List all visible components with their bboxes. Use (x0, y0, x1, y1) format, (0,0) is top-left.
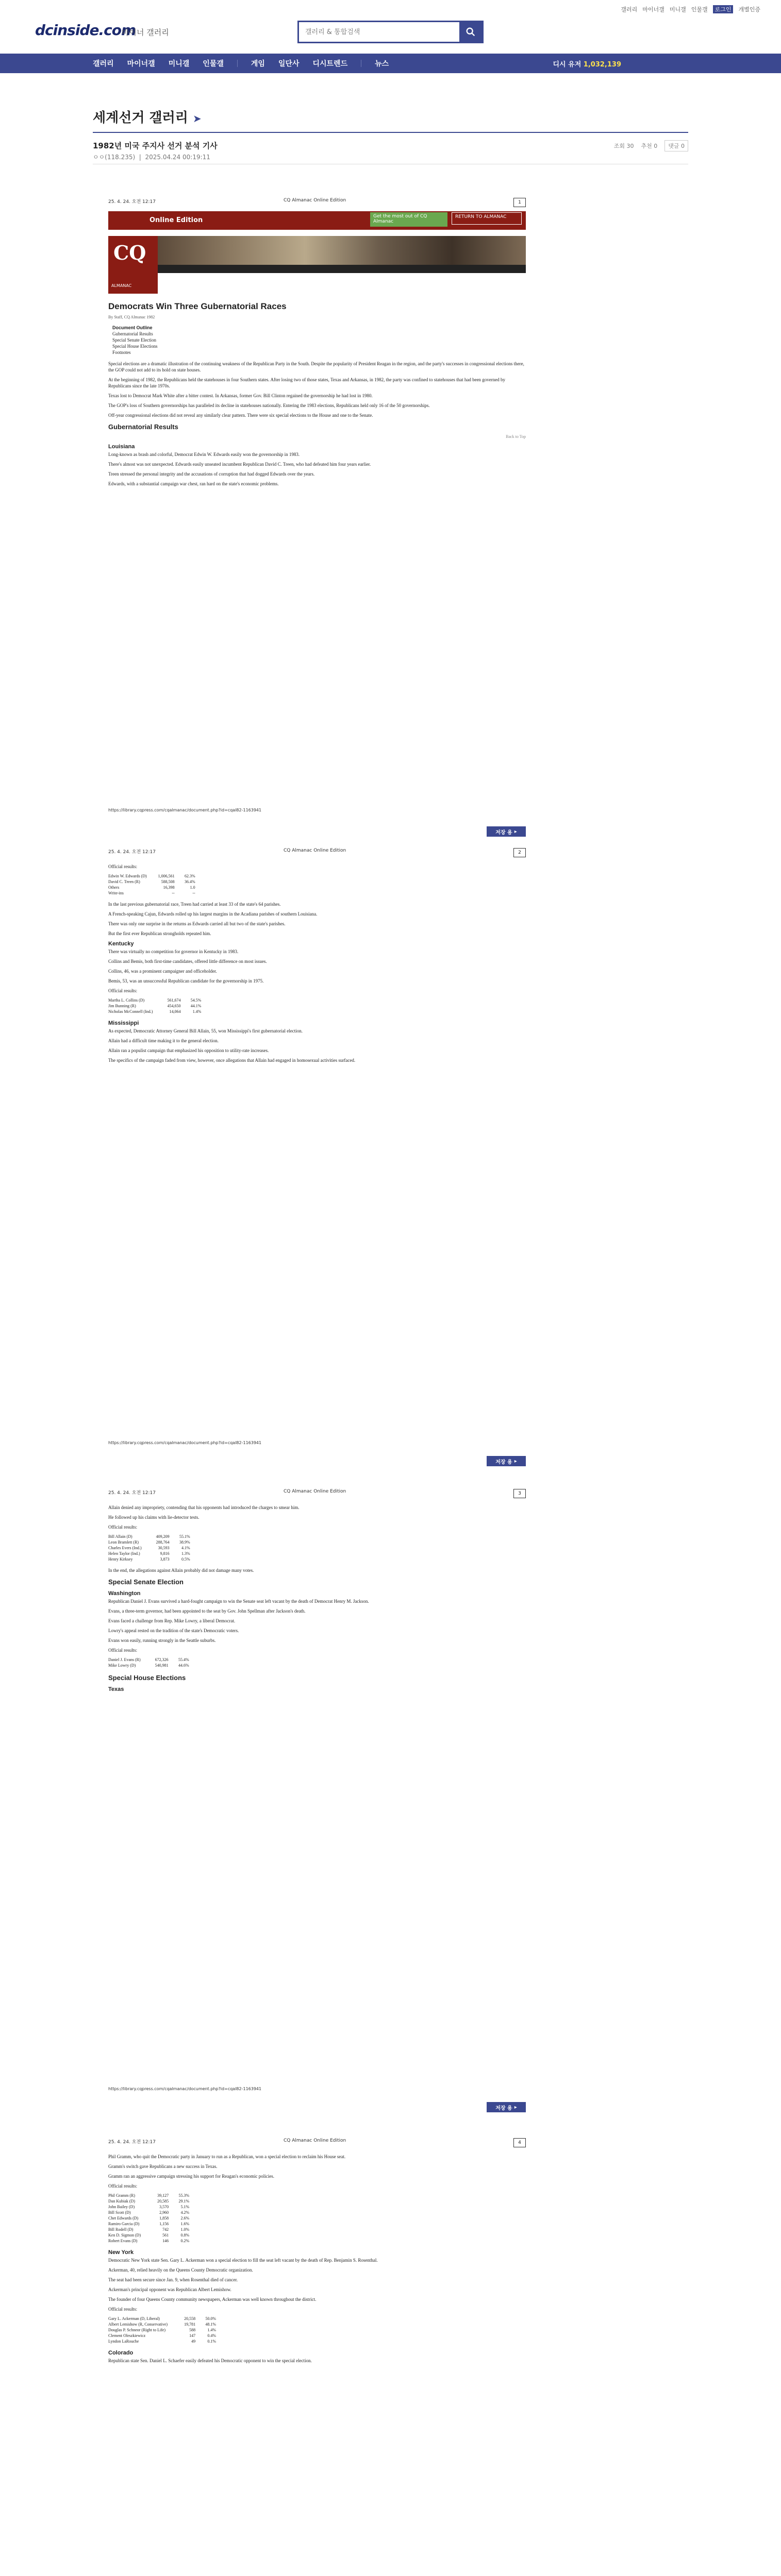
online-edition-label: Online Edition (149, 216, 203, 224)
nav-game[interactable]: 게임 (251, 60, 265, 68)
candidate-name: Charles Evers (Ind.) (108, 1546, 142, 1550)
util-link-person[interactable]: 인물갤 (691, 6, 708, 13)
paragraph: Republican Daniel J. Evans survived a hard-fought campaign to win the Senate seat left vacant by the death of Democrat Henry M. Jackson. (108, 1599, 369, 1604)
vote-count: 20,558 (184, 2316, 196, 2321)
candidate-name: Phil Gramm (R) (108, 2193, 135, 2198)
vote-count: 540,981 (155, 1663, 169, 1668)
page-url: https://library.cqpress.com/cqalmanac/document.php?id=cqal82-1163941 (108, 808, 262, 812)
user-count-label: 디시 유저 (553, 61, 581, 69)
page-url: https://library.cqpress.com/cqalmanac/document.php?id=cqal82-1163941 (108, 2087, 262, 2091)
table-row (108, 2316, 220, 2321)
paragraph: Treen stressed the personal integrity and the accusations of corruption that had dogged Edwards over the years. (108, 471, 315, 477)
table-row (108, 1539, 194, 1545)
paragraph: But the first ever Republican strongholds repeated him. (108, 931, 211, 936)
page-url: https://library.cqpress.com/cqalmanac/document.php?id=cqal82-1163941 (108, 1440, 262, 1445)
vote-count: 1,156 (159, 2222, 169, 2226)
table-row (108, 2327, 220, 2333)
outline-item[interactable]: Special House Elections (112, 344, 158, 349)
candidate-name: David C. Treen (R) (108, 879, 140, 884)
vote-pct: 0.8% (180, 2233, 190, 2238)
candidate-name: Others (108, 885, 120, 890)
login-link[interactable]: 로그인 (713, 5, 734, 13)
paragraph: There was virtually no competition for governor in Kentucky in 1983. (108, 949, 239, 954)
vote-pct: 1.0 (190, 885, 195, 890)
page-stamp: 25. 4. 24. 오전 12:17 (108, 850, 156, 855)
results-table (108, 2193, 193, 2244)
page-number: 3 (513, 1489, 526, 1498)
candidate-name: Edwin W. Edwards (D) (108, 874, 147, 878)
results-table (108, 1657, 193, 1668)
cq-logo (108, 236, 158, 294)
table-row (108, 2321, 220, 2327)
vote-pct: 1.0% (180, 2227, 190, 2232)
results-heading: Official results: (108, 864, 138, 869)
candidate-name: Albert Lemishow (R, Conservative) (108, 2322, 168, 2327)
paragraph: At the beginning of 1982, the Republicans held the statehouses in four Southern states. After losing two of those states, Texas and Arkansas, in 1982, the party was confined to statehouses that had been governed by Republicans since the late 1970s. (108, 377, 506, 388)
paragraph: Lowry's appeal rested on the tradition of the state's Democratic voters. (108, 1628, 239, 1633)
vote-pct: -- (192, 891, 195, 895)
table-row (108, 2210, 193, 2215)
table-row (108, 1009, 205, 1014)
outline-item[interactable]: Gubernatorial Results (112, 331, 153, 336)
page-number: 4 (513, 2138, 526, 2147)
vote-count: 3,873 (160, 1557, 170, 1562)
page-source: CQ Almanac Online Edition (284, 1489, 346, 1494)
vote-pct: 55.4% (178, 1657, 189, 1662)
vote-pct: 29.1% (178, 2199, 190, 2204)
paragraph: The specifics of the campaign faded from view, however, once allegations that Allain had engaged in homosexual activities surfaced. (108, 1058, 356, 1063)
state-heading: Texas (108, 1686, 124, 1692)
search-box (297, 21, 484, 43)
nav-trend[interactable]: 디시트렌드 (312, 60, 348, 68)
paragraph: Collins, 46, was a prominent campaigner and officeholder. (108, 969, 217, 974)
results-table (108, 2316, 220, 2344)
candidate-name: Lyndon LaRouche (108, 2339, 139, 2344)
candidate-name: Jim Bunning (R) (108, 1004, 136, 1008)
paragraph: The founder of four Queens County community newspapers, Ackerman was well known throughout the district. (108, 2297, 317, 2302)
article-title: Democrats Win Three Gubernatorial Races (108, 301, 287, 311)
paragraph: Special elections are a dramatic illustration of the continuing weakness of the Republican Party in the South. Despite the popularity of President Reagan in the region, and the party's successes in congressional elections there, the GOP could not add to its hold on state houses. (108, 361, 524, 372)
paragraph: Evans won easily, running strongly in the Seattle suburbs. (108, 1638, 216, 1643)
comments-count[interactable]: 댓글 0 (664, 140, 688, 151)
page-number: 2 (513, 848, 526, 857)
table-row (108, 2333, 220, 2338)
article-body (108, 863, 526, 1067)
vote-count: 561 (162, 2233, 169, 2238)
section-heading: Special House Elections (108, 1674, 186, 1682)
main-nav (0, 54, 781, 73)
outline-item[interactable]: Special Senate Election (112, 337, 156, 343)
vote-count: 146 (162, 2239, 169, 2243)
nav-person[interactable]: 인물갤 (203, 60, 224, 68)
page-source: CQ Almanac Online Edition (284, 848, 346, 853)
document-page (108, 198, 526, 847)
site-logo[interactable]: dcinside.com (35, 22, 136, 39)
results-heading: Official results: (108, 1524, 138, 1530)
vote-pct: 50.0% (205, 2316, 217, 2321)
candidate-name: Bill Allain (D) (108, 1534, 132, 1539)
vote-count: 30,593 (158, 1546, 170, 1550)
vote-count: 588,508 (161, 879, 175, 884)
vote-pct: 44.1% (190, 1004, 202, 1008)
table-row (108, 2232, 193, 2238)
vote-count: 588 (189, 2328, 196, 2332)
vote-count: 561,674 (167, 998, 181, 1003)
paragraph: Evans faced a challenge from Rep. Mike Lowry, a liberal Democrat. (108, 1618, 236, 1623)
table-row (108, 1534, 194, 1539)
util-link-gallery[interactable]: 갤러리 (621, 6, 638, 13)
document-page (108, 848, 526, 1477)
candidate-name: Gary L. Ackerman (D, Liberal) (108, 2316, 160, 2321)
paragraph: Gramm ran an aggressive campaign stressing his support for Reagan's economic policies. (108, 2174, 275, 2179)
table-row (108, 1663, 193, 1668)
paragraph: Allain denied any impropriety, contending that his opponents had introduced the charges to smear him. (108, 1505, 300, 1510)
page-stamp: 25. 4. 24. 오전 12:17 (108, 2140, 156, 2145)
user-count (553, 59, 622, 69)
paragraph: Republican state Sen. Daniel L. Schaefer easily defeated his Democratic opponent to win the special election. (108, 2358, 312, 2363)
site-header (0, 0, 781, 54)
paragraph: Gramm's switch gave Republicans a new success in Texas. (108, 2164, 218, 2169)
vote-count: 1,006,561 (158, 874, 175, 878)
state-heading: Mississippi (108, 1020, 139, 1026)
promo-box[interactable]: Get the most out of CQ Almanac (370, 212, 447, 227)
vote-pct: 44.6% (178, 1663, 189, 1668)
paragraph: As expected, Democratic Attorney General Bill Allain, 55, won Mississippi's first gubernatorial election. (108, 1028, 303, 1033)
vote-count: 16,398 (163, 885, 175, 890)
table-row (108, 1551, 194, 1556)
state-heading: New York (108, 2249, 134, 2256)
vote-count: 19,781 (184, 2322, 196, 2327)
user-count-value: 1,032,139 (583, 61, 621, 69)
rec-count: 추천 0 (641, 143, 658, 149)
post-title: 1982년 미국 주지사 선거 분석 기사 (93, 141, 218, 150)
candidate-name: John Bailey (D) (108, 2205, 135, 2209)
table-row (108, 1657, 193, 1663)
table-row (108, 2198, 193, 2204)
vote-count: 3,570 (159, 2205, 169, 2209)
document-page (108, 2138, 526, 2576)
post-meta: ㅇㅇ(118.235) | 2025.04.24 00:19:11 (93, 154, 210, 161)
outline-heading: Document Outline (112, 325, 153, 330)
paragraph: Off-year congressional elections did not reveal any similarly clear pattern. There were six special elections to the House and one to the Senate. (108, 413, 373, 418)
save-button[interactable] (487, 826, 526, 837)
chevron-right-icon: ▸ (514, 2104, 517, 2110)
post-tools (614, 140, 688, 151)
vote-pct: 5.1% (180, 2205, 190, 2209)
results-heading: Official results: (108, 2183, 138, 2189)
paragraph: In the last previous gubernatorial race, Treen had carried at least 33 of the state's 64 parishes. (108, 902, 281, 907)
vote-pct: 36.4% (184, 879, 195, 884)
state-heading: Kentucky (108, 941, 134, 947)
paragraph: Bemis, 53, was an unsuccessful Republican candidate for the governorship in 1975. (108, 978, 264, 984)
table-row (108, 2204, 193, 2210)
post-author[interactable]: ㅇㅇ(118.235) (93, 154, 136, 161)
site-logo-sub: 마이너 갤러리 (122, 28, 169, 37)
table-row (108, 2221, 193, 2227)
page-number: 1 (513, 198, 526, 207)
vote-count: 9,816 (160, 1551, 170, 1556)
back-to-top-link[interactable]: Back to Top (506, 434, 526, 439)
article-body (108, 301, 526, 490)
cq-logo-sub: ALMANAC (111, 283, 132, 288)
capitol-banner-image (158, 236, 526, 265)
vote-count: 454,650 (167, 1004, 181, 1008)
cq-banner-top (108, 211, 526, 230)
paragraph: Ackerman, 40, relied heavily on the Queens County Democratic organization. (108, 2267, 253, 2273)
results-heading: Official results: (108, 1648, 138, 1653)
candidate-name: Bill Scott (D) (108, 2210, 131, 2215)
vote-pct: 55.1% (179, 1534, 190, 1539)
vote-count: 288,764 (156, 1540, 170, 1545)
paragraph: Ackerman's principal opponent was Republican Albert Lemishow. (108, 2287, 231, 2292)
save-label: 저장 용 (495, 829, 512, 836)
candidate-name: Robert Evans (D) (108, 2239, 138, 2243)
candidate-name: Bill Rodell (D) (108, 2227, 134, 2232)
table-row (108, 1556, 194, 1562)
vote-count: 742 (162, 2227, 169, 2232)
table-row (108, 2227, 193, 2232)
article-body (108, 1504, 526, 1694)
candidate-name: Henry Kirksey (108, 1557, 133, 1562)
gallery-title[interactable] (93, 107, 202, 126)
search-icon (465, 26, 476, 38)
results-table (108, 1534, 194, 1562)
vote-pct: 0.4% (207, 2333, 217, 2338)
outline-item[interactable]: Footnotes (112, 350, 131, 355)
article-body (108, 2154, 526, 2367)
table-row (108, 2193, 193, 2198)
page-source: CQ Almanac Online Edition (284, 198, 346, 203)
search-button[interactable] (459, 22, 482, 42)
cq-navrow (158, 265, 526, 273)
paragraph: Phil Gramm, who quit the Democratic party in January to run as a Republican, won a special election to reclaim his House seat. (108, 2154, 346, 2159)
paragraph: Long-known as brash and colorful, Democrat Edwin W. Edwards easily won the governorship in 1983. (108, 452, 300, 457)
paragraph: Texas lost to Democrat Mark White after a bitter contest. In Arkansas, former Gov. Bill Clinton regained the governorship he had lost in 1980. (108, 393, 373, 398)
save-label: 저장 용 (495, 1459, 512, 1465)
page-source: CQ Almanac Online Edition (284, 2138, 346, 2143)
nav-news[interactable]: 뉴스 (375, 60, 389, 68)
table-row (108, 2238, 193, 2244)
paragraph: There was only one surprise in the returns as Edwards carried all but two of the state's parishes. (108, 921, 286, 926)
table-row (108, 873, 200, 879)
vote-pct: 38.9% (179, 1540, 190, 1545)
save-button[interactable] (487, 2102, 526, 2112)
vote-pct: 1.6% (180, 2222, 190, 2226)
search-input[interactable] (299, 22, 454, 42)
chevron-right-icon: ▸ (514, 1458, 517, 1464)
verify-link[interactable]: 개별인증 (738, 6, 760, 13)
document-page (108, 1489, 526, 2128)
paragraph: Evans, a three-term governor, had been appointed to the seat by Gov. John Spellman after Jackson's death. (108, 1608, 306, 1614)
util-link-mini[interactable]: 미니갤 (669, 6, 686, 13)
paragraph: A French-speaking Cajun, Edwards rolled up his largest margins in the Acadiana parishes of southern Louisiana. (108, 911, 318, 917)
results-heading: Official results: (108, 988, 138, 993)
document-outline (112, 325, 526, 355)
vote-count: 39,127 (157, 2193, 169, 2198)
paragraph: There's almost was not unexpected. Edwards easily unseated incumbent Republican David C. Treen, who had defeated him four years earlier. (108, 462, 371, 467)
nav-ildansa[interactable]: 일단사 (278, 60, 300, 68)
paragraph: Democratic New York state Sen. Gary L. Ackerman won a special election to fill the seat left vacant by the death of Rep. Benjamin S. Rosenthal. (108, 2258, 378, 2263)
table-row (108, 890, 200, 896)
candidate-name: Helen Taylor (Ind.) (108, 1551, 140, 1556)
nav-minor[interactable]: 마이너갤 (127, 60, 155, 68)
table-row (108, 1545, 194, 1551)
vote-pct: 1.3% (181, 1551, 190, 1556)
chevron-right-icon: ➤ (192, 112, 202, 125)
vote-count: 49 (191, 2339, 196, 2344)
vote-pct: 1.4% (192, 1009, 202, 1014)
paragraph: Collins and Bemis, both first-time candidates, offered little difference on most issues. (108, 959, 267, 964)
nav-gallery[interactable]: 갤러리 (93, 60, 114, 68)
results-table (108, 997, 205, 1014)
vote-count: 20,585 (157, 2199, 169, 2204)
state-heading: Washington (108, 1590, 141, 1597)
vote-pct: 4.1% (181, 1546, 190, 1550)
vote-pct: 55.3% (178, 2193, 190, 2198)
candidate-name: Dan Kubiak (D) (108, 2199, 135, 2204)
paragraph: The seat had been secure since Jan. 9, when Rosenthal died of cancer. (108, 2277, 238, 2282)
candidate-name: Douglas P. Schneor (Right to Life) (108, 2328, 166, 2332)
paragraph: Allain ran a populist campaign that emphasized his opposition to utility-rate increases. (108, 1048, 269, 1053)
save-button[interactable] (487, 1456, 526, 1466)
paragraph: The GOP's loss of Southern governorships has paralleled its decline in statehouses nationally. Entering the 1983 elections, Republicans held only 16 of the 50 governorships. (108, 403, 430, 408)
vote-count: 2,960 (159, 2210, 169, 2215)
util-link-minor[interactable]: 마이너갤 (642, 6, 664, 13)
results-table (108, 873, 200, 896)
cq-banner (108, 211, 526, 295)
page-stamp: 25. 4. 24. 오전 12:17 (108, 199, 156, 205)
candidate-name: Chet Edwards (D) (108, 2216, 139, 2221)
vote-pct: 48.1% (205, 2322, 217, 2327)
paragraph: Edwards, with a substantial campaign war chest, ran hard on the state's economic problems. (108, 481, 279, 486)
vote-pct: 1.4% (207, 2328, 217, 2332)
vote-pct: 0.2% (180, 2239, 190, 2243)
candidate-name: Write-ins (108, 891, 124, 895)
vote-pct: 4.2% (180, 2210, 190, 2215)
state-heading: Colorado (108, 2350, 134, 2356)
table-row (108, 2338, 220, 2344)
candidate-name: Daniel J. Evans (R) (108, 1657, 141, 1662)
save-label: 저장 용 (495, 2105, 512, 2111)
vote-pct: 0.1% (207, 2339, 217, 2344)
results-heading: Official results: (108, 2307, 138, 2312)
candidate-name: Ramiro Garcia (D) (108, 2222, 140, 2226)
section-heading: Special Senate Election (108, 1578, 184, 1586)
vote-pct: 54.5% (190, 998, 202, 1003)
chevron-right-icon: ▸ (514, 828, 517, 835)
vote-count: 14,064 (169, 1009, 181, 1014)
vote-count: 672,326 (155, 1657, 169, 1662)
page-stamp: 25. 4. 24. 오전 12:17 (108, 1490, 156, 1496)
post-date: 2025.04.24 00:19:11 (145, 154, 210, 161)
vote-count: -- (172, 891, 175, 895)
table-row (108, 885, 200, 890)
return-link[interactable]: RETURN TO ALMANAC (452, 212, 522, 225)
candidate-name: Nicholas McConnell (Ind.) (108, 1009, 153, 1014)
vote-count: 409,209 (156, 1534, 170, 1539)
paragraph: He followed up his claims with lie-detector tests. (108, 1515, 200, 1520)
table-row (108, 2215, 193, 2221)
table-row (108, 997, 205, 1003)
vote-pct: 2.6% (180, 2216, 190, 2221)
vote-pct: 0.5% (181, 1557, 190, 1562)
cq-logo-text: CQ (113, 241, 146, 264)
state-heading: Louisiana (108, 444, 135, 450)
vote-count: 1,858 (159, 2216, 169, 2221)
nav-mini[interactable]: 미니갤 (168, 60, 190, 68)
util-links (621, 5, 760, 13)
vote-pct: 62.3% (184, 874, 195, 878)
section-heading: Gubernatorial Results (108, 423, 178, 431)
vote-count: 147 (189, 2333, 196, 2338)
paragraph: Allain had a difficult time making it to the general election. (108, 1038, 219, 1043)
paragraph: In the end, the allegations against Allain probably did not damage many votes. (108, 1568, 254, 1573)
candidate-name: Mike Lowry (D) (108, 1663, 136, 1668)
article-byline: By Staff, CQ Almanac 1982 (108, 315, 155, 319)
gallery-title-text: 세계선거 갤러리 (93, 110, 188, 126)
gallery-divider (93, 132, 688, 133)
table-row (108, 1003, 205, 1009)
candidate-name: Clement Oleszkiewicz (108, 2333, 146, 2338)
table-row (108, 879, 200, 885)
candidate-name: Ken D. Sigmon (D) (108, 2233, 141, 2238)
candidate-name: Martha L. Collins (D) (108, 998, 145, 1003)
nav-separator (237, 60, 238, 67)
candidate-name: Leon Bramlett (R) (108, 1540, 139, 1545)
views-count: 조회 30 (613, 143, 634, 149)
